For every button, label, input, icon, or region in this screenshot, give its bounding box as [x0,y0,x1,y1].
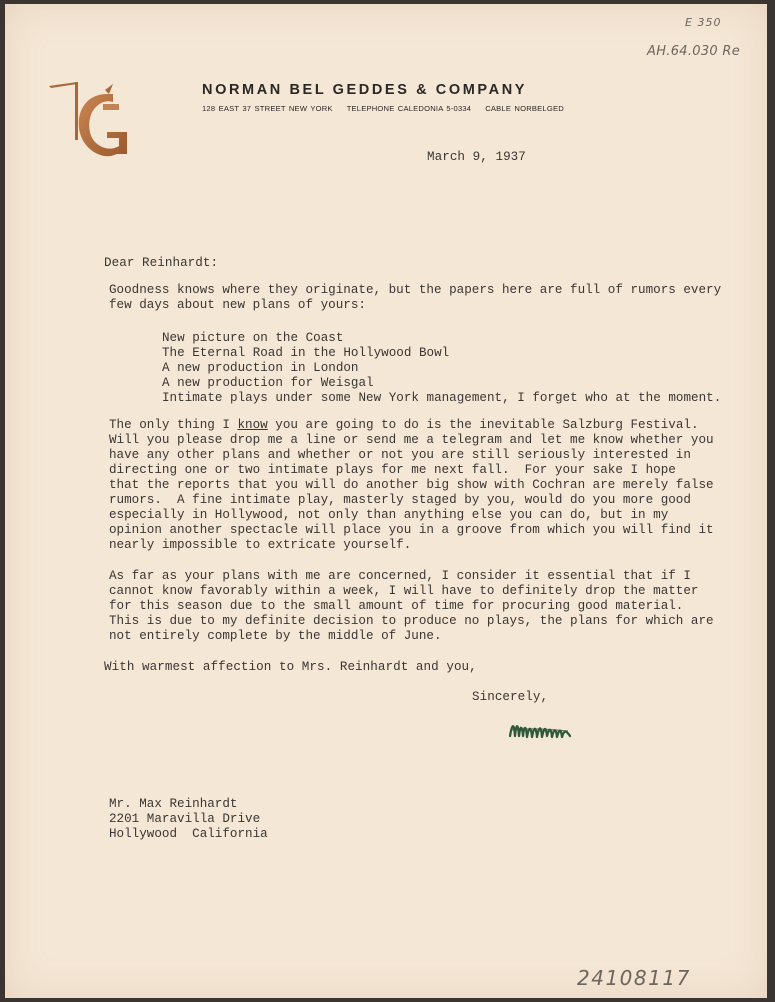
list-item: Intimate plays under some New York management, I forget who at the moment. [162,391,722,405]
paragraph-line: have any other plans and whether or not you are still seriously interested in [109,448,691,462]
text-run: you are going to do is the inevitable Salzburg Festival. [267,418,699,432]
paragraph-3 [109,569,749,644]
salutation: Dear Reinhardt: [104,256,219,270]
paragraph-line: Goodness knows where they originate, but the papers here are full of rumors every [109,283,722,297]
text-run: The only thing I [109,418,238,432]
company-address: 128 EAST 37 STREET NEW YORK [202,104,333,113]
paragraph-line [109,418,749,433]
paragraph-line: rumors. A fine intimate play, masterly staged by you, would do you more good [109,493,691,507]
handwritten-signature-icon [508,716,574,744]
recipient-line: 2201 Maravilla Drive [109,812,261,826]
list-item: The Eternal Road in the Hollywood Bowl [162,346,450,360]
list-item: A new production for Weisgal [162,376,374,390]
paragraph-2 [109,418,749,553]
paragraph-line: directing one or two intimate plays for me next fall. For your sake I hope [109,463,676,477]
recipient-line: Mr. Max Reinhardt [109,797,238,811]
paragraph-4: With warmest affection to Mrs. Reinhardt and you, [104,660,477,674]
letterhead-contact [202,104,578,113]
archive-code: E 350 [685,16,722,29]
paragraph-line: for this season due to the small amount of time for procuring good material. [109,599,684,613]
paragraph-line: nearly impossible to extricate yourself. [109,538,412,552]
paragraph-line: that the reports that you will do another big show with Cochran are merely false [109,478,714,492]
company-telephone: TELEPHONE CALEDONIA 5-0334 [346,104,472,113]
archive-number: 24108117 [577,966,691,990]
paragraph-line: cannot know favorably within a week, I will have to definitely drop the matter [109,584,699,598]
paragraph-line: As far as your plans with me are concerned, I consider it essential that if I [109,569,691,583]
letter-date: March 9, 1937 [427,150,526,164]
recipient-line: Hollywood California [109,827,268,841]
paragraph-line: especially in Hollywood, not only than anything else you can do, but in my [109,508,669,522]
recipient-address [109,797,268,842]
bel-geddes-g-logo-icon [47,80,131,162]
company-cable: CABLE NORBELGED [485,104,564,113]
paragraph-line: This is due to my definite decision to produce no plays, the plans for which are [109,614,714,628]
paragraph-1 [109,283,749,313]
emphasis-know: know [237,418,268,432]
paragraph-line: not entirely complete by the middle of June. [109,629,442,643]
archive-accession: AH.64.030 Re [647,44,741,59]
list-item: A new production in London [162,361,359,375]
letter-page [5,4,767,998]
closing: Sincerely, [472,690,549,704]
paragraph-line: Will you please drop me a line or send me a telegram and let me know whether you [109,433,714,447]
rumor-list [162,331,721,406]
list-item: New picture on the Coast [162,331,344,345]
company-name: NORMAN BEL GEDDES & COMPANY [202,82,528,98]
paragraph-line: opinion another spectacle will place you in a groove from which you will find it [109,523,714,537]
paragraph-line: few days about new plans of yours: [109,298,366,312]
